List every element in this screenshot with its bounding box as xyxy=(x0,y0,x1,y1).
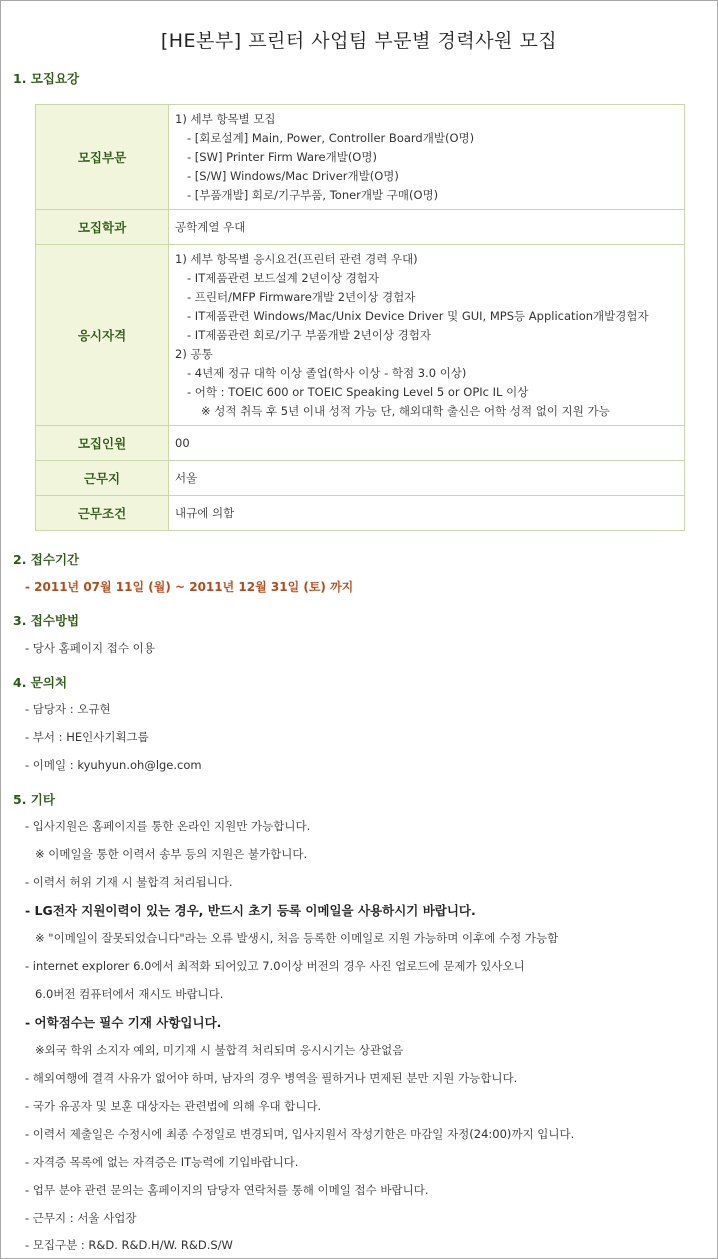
value-line: - [부품개발] 회로/기구부품, Toner개발 구매(O명) xyxy=(187,187,439,202)
table-row xyxy=(36,426,685,461)
table-row xyxy=(36,210,685,245)
value-line: - IT제품관련 보드설계 2년이상 경험자 xyxy=(187,270,380,285)
value-line: - 4년제 정규 대학 이상 졸업(학사 이상 - 학점 3.0 이상) xyxy=(187,365,467,380)
section-heading-contact: 4. 문의처 xyxy=(13,675,68,690)
value-line: - [S/W] Windows/Mac Driver개발(O명) xyxy=(187,168,399,183)
row-label: 근무지 xyxy=(36,461,169,496)
list-note: 6.0버전 컴퓨터에서 재시도 바랍니다. xyxy=(35,987,224,1001)
list-note: ※ "이메일이 잘못되었습니다"라는 오류 발생시, 처음 등록한 이메일로 지원 가능하며 이후에 수정 가능함 xyxy=(35,931,559,945)
value-line: - [회로설계] Main, Power, Controller Board개발(O명) xyxy=(187,130,475,145)
list-item: - 업무 분야 관련 문의는 홈페이지의 담당자 연락처를 통해 이메일 접수 바랍니다. xyxy=(25,1183,429,1197)
value-line: 00 xyxy=(175,435,190,450)
value-line: - 프린터/MFP Firmware개발 2년이상 경험자 xyxy=(187,289,416,304)
row-label: 모집학과 xyxy=(36,210,169,245)
row-value xyxy=(169,210,685,245)
value-line: 1) 세부 항목별 모집 xyxy=(175,111,276,126)
row-value xyxy=(169,105,685,210)
row-label: 근무조건 xyxy=(36,496,169,531)
list-item: - 해외여행에 결격 사유가 없어야 하며, 남자의 경우 병역을 필하거나 면제된 분만 지원 가능합니다. xyxy=(25,1071,518,1085)
value-line: 내규에 의함 xyxy=(175,505,235,520)
value-line: 서울 xyxy=(175,470,198,485)
value-line: ※ 성적 취득 후 5년 이내 성적 가능 단, 해외대학 출신은 어학 성적 없이 지원 가능 xyxy=(201,403,610,418)
list-note: ※ 이메일을 통한 이력서 송부 등의 지원은 불가합니다. xyxy=(35,847,308,861)
list-item: - 이력서 제출일은 수정시에 최종 수정일로 변경되며, 입사지원서 작성기한은 마감일 자정(24:00)까지 입니다. xyxy=(25,1127,575,1141)
list-item: - 자격증 목록에 없는 자격증은 IT능력에 기입바랍니다. xyxy=(25,1155,299,1169)
section-heading-requirements: 1. 모집요강 xyxy=(13,71,80,86)
row-label: 응시자격 xyxy=(36,245,169,426)
section-heading-method: 3. 접수방법 xyxy=(13,613,80,628)
contact-person: - 담당자 : 오규현 xyxy=(25,702,111,716)
value-line: 2) 공통 xyxy=(175,346,213,361)
list-item: - 어학점수는 필수 기재 사항입니다. xyxy=(25,1015,222,1030)
list-item: - 이력서 허위 기재 시 불합격 처리됩니다. xyxy=(25,875,233,889)
row-label: 모집인원 xyxy=(36,426,169,461)
list-item: - 근무지 : 서울 사업장 xyxy=(25,1211,137,1225)
list-note: ※외국 학위 소지자 예외, 미기재 시 불합격 처리되며 응시시기는 상관없음 xyxy=(35,1043,404,1057)
row-label: 모집부문 xyxy=(36,105,169,210)
row-value xyxy=(169,496,685,531)
requirements-table xyxy=(35,104,685,531)
table-row xyxy=(36,496,685,531)
table-row xyxy=(36,461,685,496)
contact-email: - 이메일 : kyuhyun.oh@lge.com xyxy=(25,758,202,772)
table-row xyxy=(36,105,685,210)
list-item: - internet explorer 6.0에서 최적화 되어있고 7.0이상 버전의 경우 사진 업로드에 문제가 있사오니 xyxy=(25,959,525,973)
value-line: - [SW] Printer Firm Ware개발(O명) xyxy=(187,149,377,164)
application-period: - 2011년 07월 11일 (월) ~ 2011년 12월 31일 (토) 까지 xyxy=(25,580,354,594)
table-row xyxy=(36,245,685,426)
list-item: - 입사지원은 홈페이지를 통한 온라인 지원만 가능합니다. xyxy=(25,819,311,833)
row-value xyxy=(169,461,685,496)
value-line: 1) 세부 항목별 응시요건(프린터 관련 경력 우대) xyxy=(175,251,418,266)
list-item: - LG전자 지원이력이 있는 경우, 반드시 초기 등록 이메일을 사용하시기 바랍니다. xyxy=(25,903,476,918)
contact-department: - 부서 : HE인사기획그룹 xyxy=(25,730,149,744)
list-item: - 모집구분 : R&D. R&D.H/W. R&D.S/W xyxy=(25,1238,233,1252)
section-heading-period: 2. 접수기간 xyxy=(13,552,80,567)
list-item: - 국가 유공자 및 보훈 대상자는 관련법에 의해 우대 합니다. xyxy=(25,1099,322,1113)
page-title: [HE본부] 프린터 사업팀 부문별 경력사원 모집 xyxy=(160,30,558,52)
value-line: - 어학 : TOEIC 600 or TOEIC Speaking Level 5 or OPIc IL 이상 xyxy=(187,384,529,399)
list-item: - 당사 홈페이지 접수 이용 xyxy=(25,641,155,655)
row-value xyxy=(169,426,685,461)
value-line: 공학계열 우대 xyxy=(175,219,246,234)
section-heading-etc: 5. 기타 xyxy=(13,792,55,807)
value-line: - IT제품관련 회로/기구 부품개발 2년이상 경험자 xyxy=(187,327,431,342)
value-line: - IT제품관련 Windows/Mac/Unix Device Driver 및 GUI, MPS등 Application개발경험자 xyxy=(187,308,649,323)
row-value xyxy=(169,245,685,426)
